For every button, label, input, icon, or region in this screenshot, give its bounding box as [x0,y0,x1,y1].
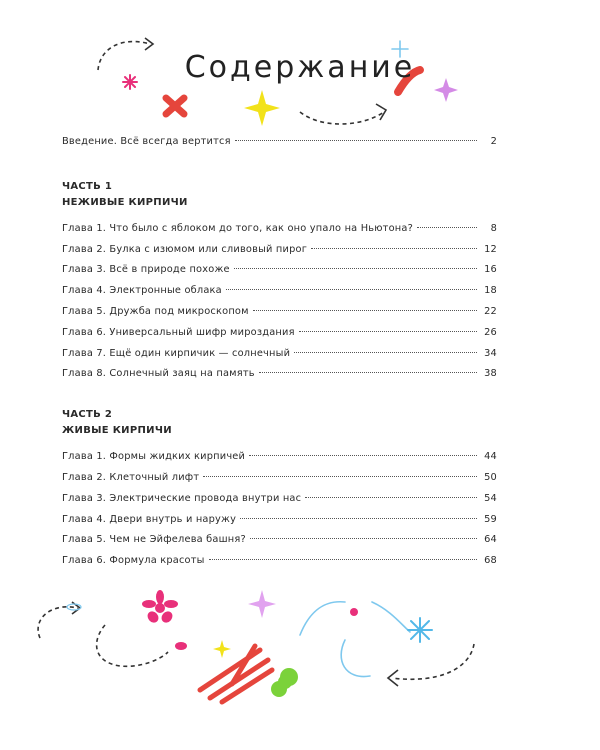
entry-page: 64 [484,534,497,546]
dot-leader [305,497,477,498]
entry-label: Глава 4. Электронные облака [62,285,222,297]
star-purple-footer [248,590,276,618]
entry-page: 59 [484,513,497,525]
footer-decoration [0,580,600,750]
dot-leader [249,455,477,456]
toc-entry[interactable] [62,551,497,572]
toc-entry[interactable] [62,302,497,323]
toc-entry[interactable] [62,323,497,344]
part-title: НЕЖИВЫЕ КИРПИЧИ [62,196,188,208]
entry-label: Глава 3. Всё в природе похоже [62,264,230,276]
entry-label: Глава 2. Клеточный лифт [62,471,200,483]
intro-entry[interactable] [62,132,497,153]
entry-page: 2 [490,136,497,147]
toc-entry[interactable] [62,260,497,281]
entry-label: Глава 5. Дружба под микроскопом [62,305,249,317]
dot-leader [294,352,477,353]
entry-label: Глава 6. Формула красоты [62,555,205,567]
entry-label: Глава 4. Двери внутрь и наружу [62,513,237,525]
dot-leader [250,538,477,539]
toc-entry[interactable] [62,510,497,531]
dashed-arrow-footer-right [392,644,474,679]
entry-page: 22 [484,305,497,317]
green-blob [271,668,298,697]
entry-page: 44 [484,451,497,463]
dot-leader [235,140,477,141]
dashed-arrow-footer-left [38,607,78,638]
part-1 [62,179,497,385]
toc-entry[interactable] [62,240,497,261]
entry-label: Глава 1. Что было с яблоком до того, как оно упало на Ньютона? [62,222,413,234]
dot-leader [240,518,477,519]
blue-burst [408,618,432,642]
red-scribble [200,646,272,702]
entry-label: Глава 6. Универсальный шифр мироздания [62,326,295,338]
dot-leader [226,289,477,290]
dot-leader [311,248,477,249]
dashed-arrow-left-head [145,38,153,50]
toc-entry[interactable] [62,281,497,302]
entry-page: 68 [484,555,497,567]
part-number: ЧАСТЬ 1 [62,180,113,192]
dot-leader [253,310,477,311]
dashed-arrow-right [300,112,384,124]
part-2 [62,407,497,572]
entry-page: 34 [484,347,497,359]
star-yellow [244,90,280,126]
entry-label: Глава 1. Формы жидких кирпичей [62,451,246,463]
entry-label: Глава 8. Солнечный заяц на память [62,368,255,380]
toc-entry[interactable] [62,468,497,489]
entry-label: Глава 7. Ещё один кирпичик — солнечный [62,347,291,359]
toc-entry[interactable] [62,344,497,365]
part-title: ЖИВЫЕ КИРПИЧИ [62,425,172,437]
dot-leader [417,227,477,228]
dot-leader [209,559,477,560]
toc-entry[interactable] [62,489,497,510]
entry-page: 38 [484,368,497,380]
red-cross-shape [166,98,184,114]
part-number: ЧАСТЬ 2 [62,409,113,421]
entry-label: Введение. Всё всегда вертится [62,136,231,147]
entry-label: Глава 2. Булка с изюмом или сливовый пирог [62,243,308,255]
pink-flower [142,590,187,650]
entry-page: 16 [484,264,497,276]
entry-page: 50 [484,471,497,483]
dot-leader [234,268,477,269]
dot-leader [259,372,477,373]
toc-entry[interactable] [62,447,497,468]
entry-page: 18 [484,285,497,297]
entry-label: Глава 5. Чем не Эйфелева башня? [62,534,246,546]
table-of-contents [62,132,497,572]
page-title: Содержание [184,50,416,85]
pink-dot [350,608,358,616]
dashed-curve-footer [97,625,168,666]
toc-entry[interactable] [62,364,497,385]
dot-leader [299,331,477,332]
dashed-arrow-right-head [376,104,386,120]
dot-leader [203,476,477,477]
entry-page: 54 [484,492,497,504]
entry-page: 12 [484,243,497,255]
entry-label: Глава 3. Электрические провода внутри нас [62,492,302,504]
toc-entry[interactable] [62,530,497,551]
entry-page: 26 [484,326,497,338]
star-yellow-footer [213,640,231,658]
toc-entry[interactable] [62,219,497,240]
entry-page: 8 [490,222,497,234]
